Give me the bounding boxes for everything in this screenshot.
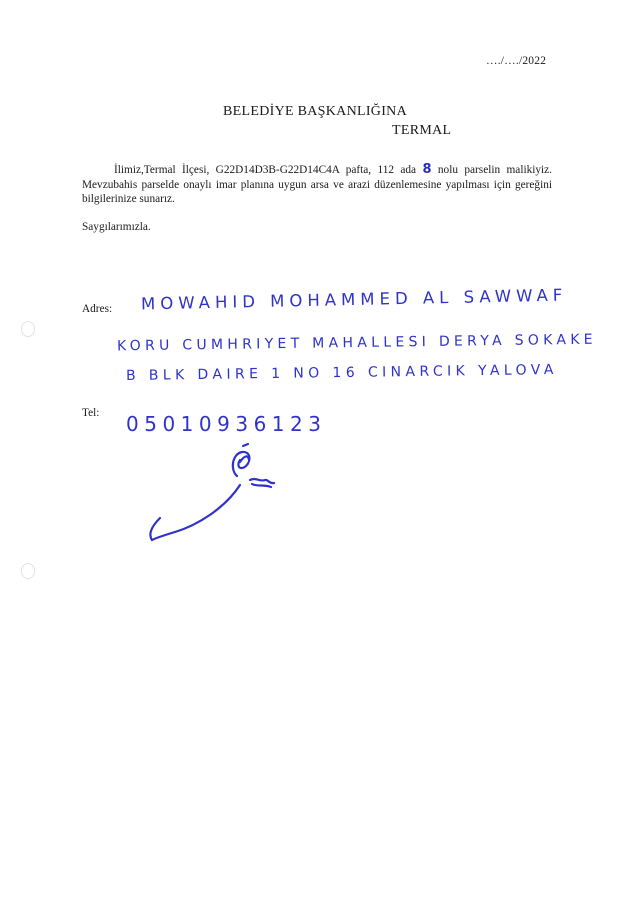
address-label: Adres: xyxy=(82,303,113,315)
punch-hole-mark xyxy=(21,321,35,337)
petition-text-part2: nolu parselin malikiyiz. Mevzubahis parselde onaylı imar planına uygun arsa ve arazi düzenlemesine yapılması için gereğini bilgilerinize sunarız. xyxy=(82,164,553,205)
date-line: …./…./2022 xyxy=(486,55,547,67)
handwritten-address-line1: KORU CUMHRIYET MAHALLESI DERYA SOKAKE xyxy=(116,331,598,355)
handwritten-name: MOWAHID MOHAMMED AL SAWWAF xyxy=(140,285,568,314)
tel-label: Tel: xyxy=(82,407,100,419)
handwritten-address-line2: B BLK DAIRE 1 NO 16 CINARCIK YALOVA xyxy=(125,361,558,385)
closing-greeting: Saygılarımızla. xyxy=(82,221,151,233)
handwritten-phone: 05010936123 xyxy=(126,412,327,436)
petition-body xyxy=(82,163,552,207)
petition-text-part1: İlimiz,Termal İlçesi, G22D14D3B-G22D14C4A pafta, 112 ada xyxy=(114,164,417,176)
signature-icon xyxy=(140,440,290,550)
handwritten-parcel-number: 8 xyxy=(422,162,432,177)
punch-hole-mark xyxy=(21,563,35,579)
addressee-title: BELEDİYE BAŞKANLIĞINA xyxy=(223,104,407,119)
addressee-city: TERMAL xyxy=(392,123,452,138)
